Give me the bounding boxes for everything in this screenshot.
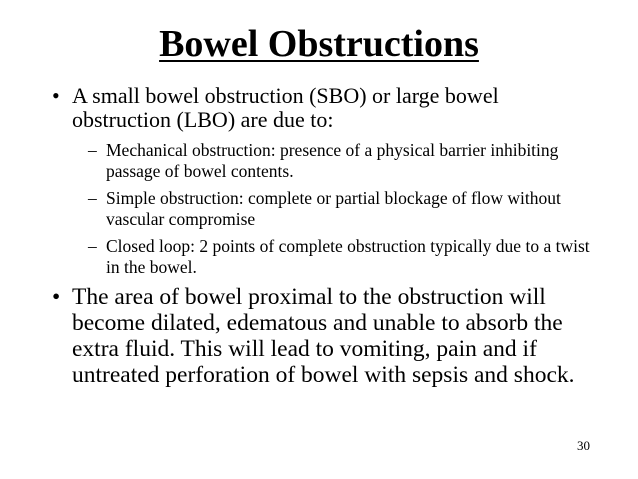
sub-bullet-item [88,236,592,278]
sub-bullet-marker: – [88,188,97,208]
bullet-text: A small bowel obstruction (SBO) or large bowel obstruction (LBO) are due to: [72,83,499,132]
sub-bullet-text: Closed loop: 2 points of complete obstruction typically due to a twist in the bowel. [106,236,590,277]
bullet-marker: • [52,83,60,108]
bullet-marker: • [52,284,61,310]
sub-bullet-item [88,188,592,230]
sub-bullet-item [88,140,592,182]
page-number: 30 [577,438,590,453]
sub-bullet-text: Simple obstruction: complete or partial blockage of flow without vascular compromise [106,188,561,229]
sub-bullet-text: Mechanical obstruction: presence of a physical barrier inhibiting passage of bowel contents. [106,140,559,181]
bullet-text: The area of bowel proximal to the obstruction will become dilated, edematous and unable to absorb the extra fluid. This will lead to vomiting, pain and if untreated perforation of bowel with sepsis and shock. [72,284,575,388]
sub-bullet-marker: – [88,236,97,256]
slide-content [52,84,592,388]
slide-title: Bowel Obstructions [159,23,479,65]
sub-bullet-list [88,140,592,278]
bullet-item [52,284,592,388]
bullet-item [52,84,592,132]
sub-bullet-marker: – [88,140,97,160]
